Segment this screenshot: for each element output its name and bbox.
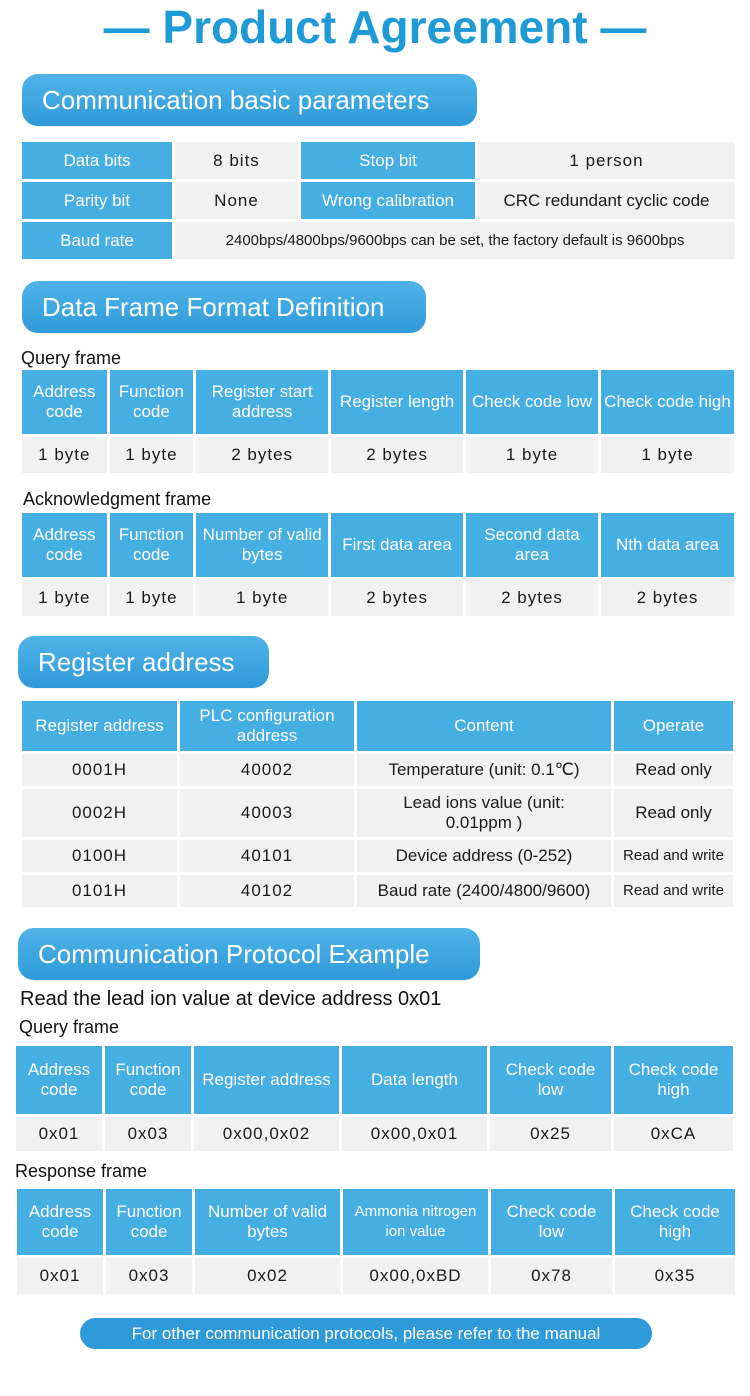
ack-header-first-data: First data area	[331, 513, 463, 577]
ack-frame-label: Acknowledgment frame	[23, 489, 212, 509]
query-header-function: Function code	[110, 370, 194, 434]
ack-value-valid-bytes: 1 byte	[196, 580, 328, 616]
example-response-value-check-high: 0x35	[615, 1258, 735, 1294]
ack-value-first-data: 2 bytes	[331, 580, 463, 616]
query-value-address: 1 byte	[22, 437, 107, 473]
data-bits-label: Data bits	[22, 142, 172, 179]
footer-note: For other communication protocols, please refer to the manual	[80, 1318, 652, 1349]
content-cell: Baud rate (2400/4800/9600)	[357, 875, 611, 907]
plc-address-cell: 40102	[180, 875, 354, 907]
page-title: — Product Agreement —	[103, 1, 647, 53]
data-bits-value: 8 bits	[175, 142, 298, 179]
example-query-header-register: Register address	[194, 1046, 339, 1114]
example-response-value-check-low: 0x78	[491, 1258, 612, 1294]
ack-value-address: 1 byte	[22, 580, 107, 616]
query-value-register-length: 2 bytes	[331, 437, 463, 473]
example-query-value-address: 0x01	[16, 1117, 102, 1151]
example-query-value-check-high: 0xCA	[614, 1117, 733, 1151]
table-row	[22, 789, 733, 837]
example-response-header-check-high: Check code high	[615, 1189, 735, 1255]
example-query-header-length: Data length	[342, 1046, 487, 1114]
query-header-address: Address code	[22, 370, 107, 434]
content-cell: Temperature (unit: 0.1℃)	[357, 754, 611, 786]
register-address-cell: 0002H	[22, 789, 177, 837]
query-frame-label: Query frame	[21, 348, 122, 368]
example-response-header-valid-bytes: Number of valid bytes	[195, 1189, 340, 1255]
ack-value-function: 1 byte	[110, 580, 194, 616]
example-query-value-register: 0x00,0x02	[194, 1117, 339, 1151]
section-title-comm-params: Communication basic parameters	[22, 74, 477, 126]
operate-cell: Read only	[614, 754, 733, 786]
example-query-header-check-high: Check code high	[614, 1046, 733, 1114]
example-response-value-valid-bytes: 0x02	[195, 1258, 340, 1294]
example-heading: Read the lead ion value at device address 0x01	[20, 988, 442, 1010]
comm-params-table	[19, 139, 738, 262]
query-value-check-high: 1 byte	[601, 437, 734, 473]
ack-frame-table	[19, 510, 737, 619]
ack-value-second-data: 2 bytes	[466, 580, 598, 616]
ack-header-function: Function code	[110, 513, 194, 577]
plc-address-cell: 40002	[180, 754, 354, 786]
query-frame-table	[19, 367, 737, 476]
example-response-table	[14, 1186, 738, 1297]
plc-address-cell: 40101	[180, 840, 354, 872]
parity-bit-label: Parity bit	[22, 182, 172, 219]
ack-header-address: Address code	[22, 513, 107, 577]
baud-rate-value: 2400bps/4800bps/9600bps can be set, the factory default is 9600bps	[175, 222, 735, 259]
example-query-value-check-low: 0x25	[490, 1117, 611, 1151]
parity-bit-value: None	[175, 182, 298, 219]
ack-header-second-data: Second data area	[466, 513, 598, 577]
query-header-check-low: Check code low	[466, 370, 598, 434]
ack-value-nth-data: 2 bytes	[601, 580, 734, 616]
example-query-header-address: Address code	[16, 1046, 102, 1114]
operate-cell: Read and write	[614, 840, 733, 872]
ack-header-valid-bytes: Number of valid bytes	[196, 513, 328, 577]
calibration-value: CRC redundant cyclic code	[478, 182, 735, 219]
operate-cell: Read only	[614, 789, 733, 837]
example-response-header-ion-value: Ammonia nitrogen ion value	[343, 1189, 488, 1255]
baud-rate-label: Baud rate	[22, 222, 172, 259]
plc-address-cell: 40003	[180, 789, 354, 837]
example-query-value-length: 0x00,0x01	[342, 1117, 487, 1151]
example-response-header-address: Address code	[17, 1189, 103, 1255]
query-value-function: 1 byte	[110, 437, 194, 473]
example-response-value-ion-value: 0x00,0xBD	[343, 1258, 488, 1294]
example-response-label: Response frame	[15, 1161, 148, 1181]
section-title-register: Register address	[18, 636, 269, 688]
register-header-address: Register address	[22, 701, 177, 751]
calibration-label: Wrong calibration	[301, 182, 475, 219]
register-header-operate: Operate	[614, 701, 733, 751]
table-row	[22, 875, 733, 907]
register-address-cell: 0100H	[22, 840, 177, 872]
register-address-cell: 0001H	[22, 754, 177, 786]
example-query-table	[13, 1043, 736, 1154]
section-title-protocol: Communication Protocol Example	[18, 928, 480, 980]
example-query-value-function: 0x03	[105, 1117, 191, 1151]
table-row	[22, 840, 733, 872]
register-address-cell: 0101H	[22, 875, 177, 907]
table-row	[22, 754, 733, 786]
ack-header-nth-data: Nth data area	[601, 513, 734, 577]
stop-bit-value: 1 person	[478, 142, 735, 179]
example-query-header-check-low: Check code low	[490, 1046, 611, 1114]
example-query-header-function: Function code	[105, 1046, 191, 1114]
example-query-label: Query frame	[19, 1017, 120, 1037]
register-header-content: Content	[357, 701, 611, 751]
query-header-register-start: Register start address	[196, 370, 328, 434]
query-value-register-start: 2 bytes	[196, 437, 328, 473]
example-response-value-address: 0x01	[17, 1258, 103, 1294]
example-response-value-function: 0x03	[106, 1258, 192, 1294]
register-table	[19, 698, 736, 910]
query-header-check-high: Check code high	[601, 370, 734, 434]
query-header-register-length: Register length	[331, 370, 463, 434]
example-response-header-check-low: Check code low	[491, 1189, 612, 1255]
operate-cell: Read and write	[614, 875, 733, 907]
content-cell: Device address (0-252)	[357, 840, 611, 872]
content-cell: Lead ions value (unit: 0.01ppm )	[357, 789, 611, 837]
stop-bit-label: Stop bit	[301, 142, 475, 179]
query-value-check-low: 1 byte	[466, 437, 598, 473]
example-response-header-function: Function code	[106, 1189, 192, 1255]
section-title-data-frame: Data Frame Format Definition	[22, 281, 426, 333]
register-header-plc: PLC configuration address	[180, 701, 354, 751]
